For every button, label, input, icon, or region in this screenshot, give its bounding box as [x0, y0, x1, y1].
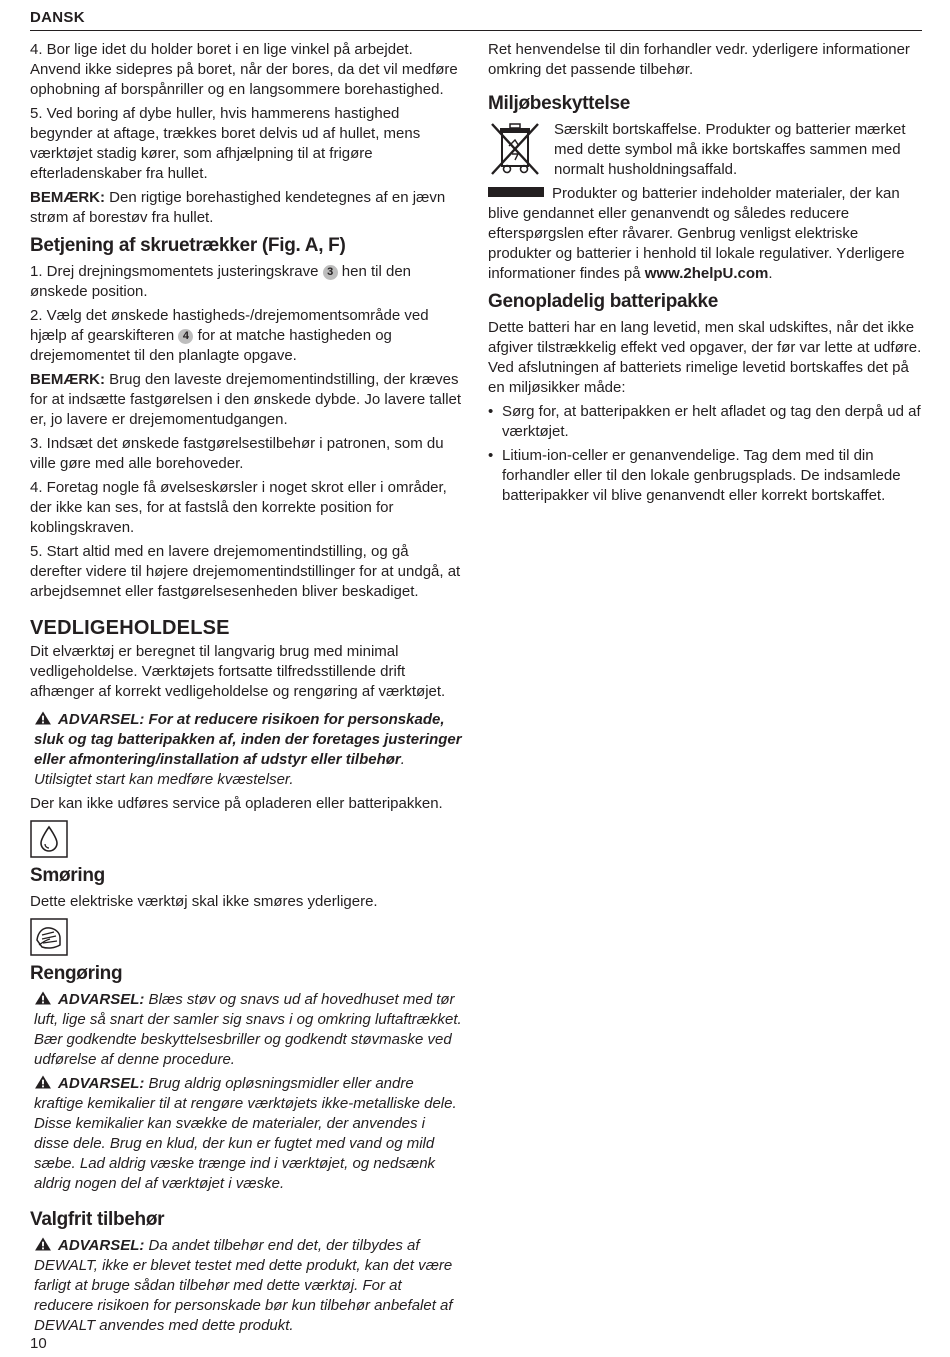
drill-note [30, 188, 462, 228]
screwdriver-step-4: 4. Foretag nogle få øvelseskørsler i noget skrot eller i områder, der ikke kan ses, for at fastslå den korrekte position for koblingskraven. [30, 479, 447, 536]
accessories-warning [30, 1236, 462, 1336]
cleaning-warning-1 [30, 990, 462, 1070]
warning-icon [34, 1075, 52, 1089]
battery-text: Dette batteri har en lang levetid, men skal udskiftes, når det ikke afgiver tilstrækkelig effekt ved opgaver, der før var lette at udføre. Ved afslutningen af batteriets rimelige levetid bortskaffes det på en miljøsikker måde: [488, 319, 922, 396]
warning-text: . Utilsigtet start kan medføre kvæstelser. [34, 751, 405, 788]
left-column [30, 40, 462, 1340]
warning-text: Brug aldrig opløsningsmidler eller andre kraftige kemikalier til at rengøre værktøjets ikke-metalliske dele. Disse kemikalier kan svække de materialer, der anvendes i disse dele. Brug en klud, der kun er fugtet med vand og mild sæbe. Lad aldrig væske trænge ind i værktøjet, og nedsænk aldrig nogen del af værktøjet i væske. [34, 1075, 457, 1192]
note-label: BEMÆRK: [30, 371, 105, 388]
battery-bullet-2: • Litium-ion-celler er genanvendelige. Tag dem med til din forhandler eller til den lokale genbrugsplads. De indsamlede batteripakker vil blive genanvendt eller korrekt bortskaffet. [488, 446, 922, 506]
battery-bullet-1: • Sørg for, at batteripakken er helt afladet og tag den derpå ud af værktøjet. [488, 402, 922, 442]
warning-label: ADVARSEL: [58, 991, 145, 1008]
callout-badge-3: 3 [323, 265, 338, 280]
help-url-link[interactable]: www.2helpU.com [644, 265, 769, 282]
screwdriver-step-1 [30, 262, 462, 302]
screwdriver-step-3: 3. Indsæt det ønskede fastgørelsestilbehør i patronen, som du ville gøre med alle borehoveder. [30, 435, 444, 472]
cleaning-heading: Rengøring [30, 963, 123, 984]
maintenance-heading: VEDLIGEHOLDELSE [30, 617, 230, 639]
separate-disposal-row [488, 120, 922, 180]
note-text: Den rigtige borehastighed kendetegnes af en jævn strøm af borestøv fra hullet. [30, 189, 446, 226]
drill-step-4: 4. Bor lige idet du holder boret i en lige vinkel på arbejdet. Anvend ikke sidepres på boret, når der bores, da det vil medføre ophobning af borspånriller og en langsommere borehastighed. [30, 41, 458, 98]
warning-icon [34, 711, 52, 725]
drill-step-5: 5. Ved boring af dybe huller, hvis hammerens hastighed begynder at aftage, trækkes boret delvis ud af hullet, mens værktøjet stadig kører, som afhjælpning til at frigøre efterladenskaber fra hullet. [30, 105, 421, 182]
separate-collection-bar-icon [488, 187, 544, 197]
recycling-paragraph-end: . [768, 265, 773, 282]
language-label: DANSK [30, 9, 85, 26]
callout-badge-4: 4 [178, 329, 193, 344]
maintenance-warning [30, 710, 462, 790]
lubrication-text: Dette elektriske værktøj skal ikke smøres yderligere. [30, 893, 378, 910]
right-column [488, 40, 922, 510]
cleaning-warning-2 [30, 1074, 462, 1194]
screwdriver-step-2 [30, 306, 462, 366]
page-header [30, 6, 922, 31]
recycling-paragraph: Produkter og batterier indeholder materialer, der kan blive gendannet eller genanvendt og således reducere efterspørgslen efter råvarer. Genbrug venligst elektriske produkter og batterier i henhold til lokale regulativer. Yderligere informationer findes på [488, 185, 905, 282]
step-text: 2. Vælg det ønskede hastigheds-/drejemomentsområde ved hjælp af gearskifteren [30, 307, 429, 344]
battery-heading: Genopladelig batteripakke [488, 291, 719, 312]
accessories-heading: Valgfrit tilbehør [30, 1209, 165, 1230]
crossed-bin-icon [488, 120, 542, 178]
maintenance-text: Dit elværktøj er beregnet til langvarig brug med minimal vedligeholdelse. Værktøjets fortsatte tilfredsstillende drift afhænger af korrekt vedligeholdelse og rengøring af værktøjet. [30, 643, 446, 700]
warning-text: Da andet tilbehør end det, der tilbydes af DEWALT, ikke er blevet testet med dette produkt, kan det være farligt at bruge sådan tilbehør med dette værktøj. For at reducere risikoen for personskade bør kun tilbehør anbefalet af DEWALT anvendes med dette produkt. [34, 1237, 453, 1334]
warning-label: ADVARSEL: [58, 1075, 145, 1092]
separate-disposal-text: Særskilt bortskaffelse. Produkter og batterier mærket med dette symbol må ikke bortskaffes sammen med normalt husholdningsaffald. [554, 121, 906, 178]
environment-heading: Miljøbeskyttelse [488, 93, 630, 114]
warning-icon [34, 1237, 52, 1251]
page-number: 10 [30, 1335, 47, 1352]
step-text: 1. Drej drejningsmomentets justeringskrave [30, 263, 323, 280]
accessories-contact: Ret henvendelse til din forhandler vedr. yderligere informationer omkring det passende tilbehør. [488, 41, 910, 78]
oil-drop-icon [30, 820, 68, 858]
step-text: for at matche hastigheden og drejemomentet til den planlagte opgave. [30, 327, 392, 364]
warning-text: Blæs støv og snavs ud af hovedhuset med tør luft, lige så snart der samler sig snavs i og omkring luftaftrækket. Bær godkendte beskyttelsesbriller og godkendt støvmaske ved udførelse af denne procedure. [34, 991, 462, 1068]
note-label: BEMÆRK: [30, 189, 105, 206]
screwdriver-heading: Betjening af skruetrækker (Fig. A, F) [30, 235, 346, 256]
warning-label: ADVARSEL: [58, 1237, 145, 1254]
screwdriver-step-5: 5. Start altid med en lavere drejemomentindstilling, og gå derefter videre til højere drejemomentindstillinger for at undgå, at arbejdsemnet eller fastgørelsesenheden bliver beskadiget. [30, 543, 461, 600]
lubrication-heading: Smøring [30, 865, 105, 886]
recycling-text [488, 184, 922, 284]
service-note: Der kan ikke udføres service på opladeren eller batteripakken. [30, 795, 443, 812]
warning-icon [34, 991, 52, 1005]
note-text: Brug den laveste drejemomentindstilling, der kræves for at indsætte fastgørelsen i den ønskede dybde. Jo lavere tallet er, jo lavere er drejemomentudgangen. [30, 371, 462, 428]
cleaning-hand-icon [30, 918, 68, 956]
step-text: hen til den ønskede position. [30, 263, 412, 300]
screwdriver-note [30, 370, 462, 430]
warning-bold-text: ADVARSEL: For at reducere risikoen for personskade, sluk og tag batteripakken af, inden der foretages justeringer eller afmontering/installation af udstyr eller tilbehør [34, 711, 462, 768]
